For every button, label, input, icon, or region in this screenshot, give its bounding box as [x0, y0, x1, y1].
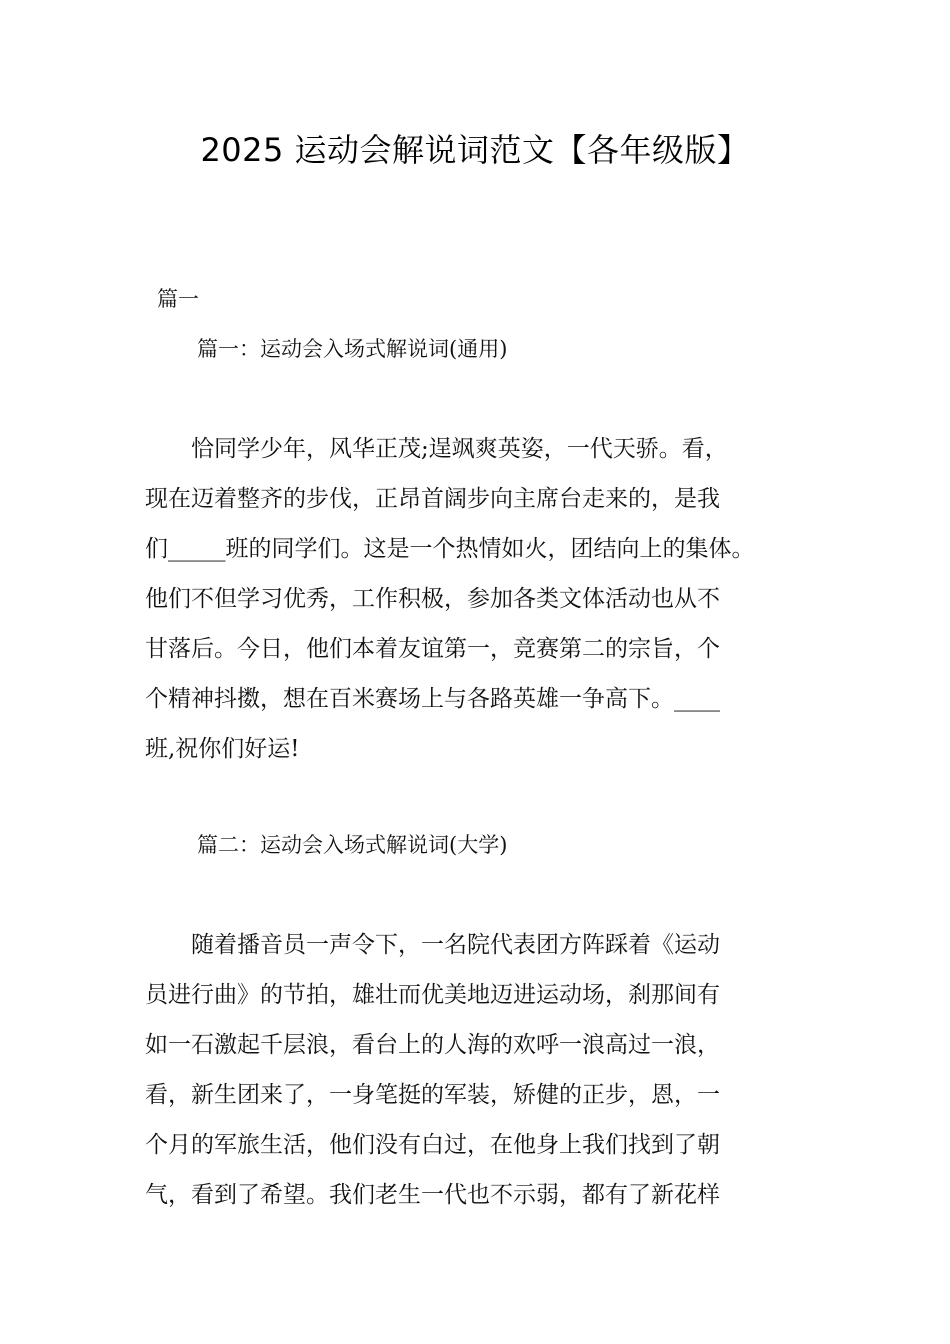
- paragraph-line: 现在迈着整齐的步伐，正昂首阔步向主席台走来的，是我: [145, 486, 720, 512]
- section-label: 篇一: [157, 287, 199, 311]
- paragraph-line: 班,祝你们好运!: [145, 736, 300, 762]
- paragraph-line: 们_____班的同学们。这是一个热情如火，团结向上的集体。: [145, 536, 755, 562]
- paragraph-line: 甘落后。今日，他们本着友谊第一，竞赛第二的宗旨，个: [145, 636, 720, 662]
- article-paragraph-2: [145, 920, 815, 1220]
- paragraph-line: 如一石激起千层浪，看台上的人海的欢呼一浪高过一浪，: [145, 1032, 720, 1058]
- paragraph-line: 他们不但学习优秀，工作积极，参加各类文体活动也从不: [145, 586, 720, 612]
- document-title: 2025 运动会解说词范文【各年级版】: [200, 131, 750, 169]
- paragraph-line: 看，新生团来了，一身笔挺的军装，矫健的正步，恩，一: [145, 1082, 720, 1108]
- article-paragraph-1: [145, 424, 815, 774]
- paragraph-line: 个精神抖擞，想在百米赛场上与各路英雄一争高下。____: [145, 686, 720, 712]
- article-heading-2: 篇二：运动会入场式解说词(大学): [197, 833, 508, 857]
- paragraph-line: 随着播音员一声令下，一名院代表团方阵踩着《运动: [145, 932, 720, 958]
- paragraph-line: 个月的军旅生活，他们没有白过，在他身上我们找到了朝: [145, 1132, 720, 1158]
- article-heading-1: 篇一：运动会入场式解说词(通用): [197, 337, 508, 361]
- paragraph-line: 气，看到了希望。我们老生一代也不示弱，都有了新花样: [145, 1182, 720, 1208]
- paragraph-line: 员进行曲》的节拍，雄壮而优美地迈进运动场，刹那间有: [145, 982, 720, 1008]
- paragraph-line: 恰同学少年，风华正茂;逞飒爽英姿，一代天骄。看，: [145, 436, 728, 462]
